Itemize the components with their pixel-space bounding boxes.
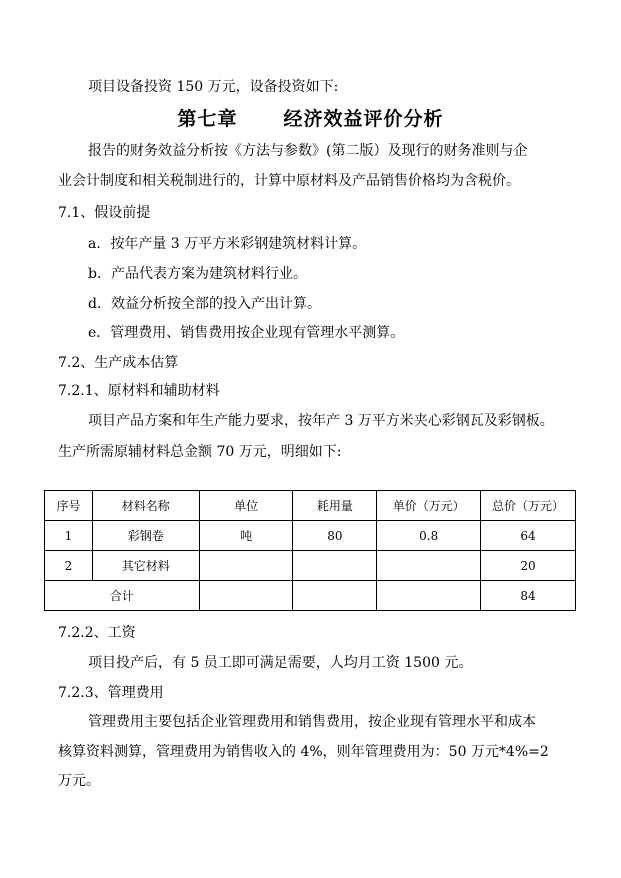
table-cell: 其它材料: [92, 551, 199, 581]
header-cell: 总价（万元）: [481, 491, 576, 521]
table-cell: [293, 581, 377, 611]
table-cell: 20: [481, 551, 576, 581]
assumption-item: d．效益分析按全部的投入产出计算。: [88, 296, 321, 312]
table-cell: 64: [481, 521, 576, 551]
table-row: [45, 551, 576, 581]
table-header-row: [45, 491, 576, 521]
header-cell: 材料名称: [92, 491, 199, 521]
para1-line1: 报告的财务效益分析按《方法与参数》(第二版）及现行的财务准则与企: [88, 143, 528, 159]
section-7-2-2-line1: 项目投产后，有 5 员工即可满足需要，人均月工资 1500 元。: [88, 655, 473, 671]
section-7-2-3-line3: 万元。: [58, 773, 100, 789]
section-7-2-2-heading: 7.2.2、工资: [58, 625, 136, 641]
table-total-row: [45, 581, 576, 611]
table-cell: [199, 581, 293, 611]
total-label: 合计: [45, 581, 200, 611]
table-cell: 吨: [199, 521, 293, 551]
header-cell: 序号: [45, 491, 93, 521]
intro-line: 项目设备投资 150 万元，设备投资如下:: [88, 79, 339, 95]
section-7-2-1-heading: 7.2.1、原材料和辅助材料: [58, 383, 220, 399]
section-7-2-1-line1: 项目产品方案和年生产能力要求，按年产 3 万平方米夹心彩钢瓦及彩钢板。: [88, 413, 554, 429]
table-cell: 80: [293, 521, 377, 551]
header-cell: 耗用量: [293, 491, 377, 521]
chapter-title: [0, 104, 621, 131]
table-cell: 0.8: [377, 521, 481, 551]
section-7-2-3-line1: 管理费用主要包括企业管理费用和销售费用，按企业现有管理水平和成本: [88, 714, 536, 730]
section-7-2-3-line2: 核算资料测算，管理费用为销售收入的 4%，则年管理费用为：50 万元*4%=2: [58, 744, 549, 760]
table-cell: 彩钢卷: [92, 521, 199, 551]
table-cell: [199, 551, 293, 581]
table-cell: [293, 551, 377, 581]
section-7-2-3-heading: 7.2.3、管理费用: [58, 685, 164, 701]
assumption-item: b．产品代表方案为建筑材料行业。: [88, 266, 307, 282]
header-cell: 单价（万元）: [377, 491, 481, 521]
materials-table: [44, 490, 576, 611]
para1-line2: 业会计制度和相关税制进行的，计算中原材料及产品销售价格均为含税价。: [58, 173, 520, 189]
assumption-item: a．按年产量 3 万平方米彩钢建筑材料计算。: [88, 236, 367, 252]
table-cell: [377, 551, 481, 581]
table-cell: [377, 581, 481, 611]
section-7-2-heading: 7.2、生产成本估算: [58, 355, 179, 371]
table-cell: 2: [45, 551, 93, 581]
section-7-2-1-line2: 生产所需原辅材料总金额 70 万元，明细如下:: [58, 444, 342, 460]
table-cell: 1: [45, 521, 93, 551]
chapter-name: 经济效益评价分析: [283, 108, 444, 130]
table-row: [45, 521, 576, 551]
header-cell: 单位: [199, 491, 293, 521]
chapter-number: 第七章: [177, 108, 238, 130]
assumption-item: e．管理费用、销售费用按企业现有管理水平测算。: [88, 325, 405, 341]
section-7-1-heading: 7.1、假设前提: [58, 205, 151, 221]
total-value: 84: [481, 581, 576, 611]
